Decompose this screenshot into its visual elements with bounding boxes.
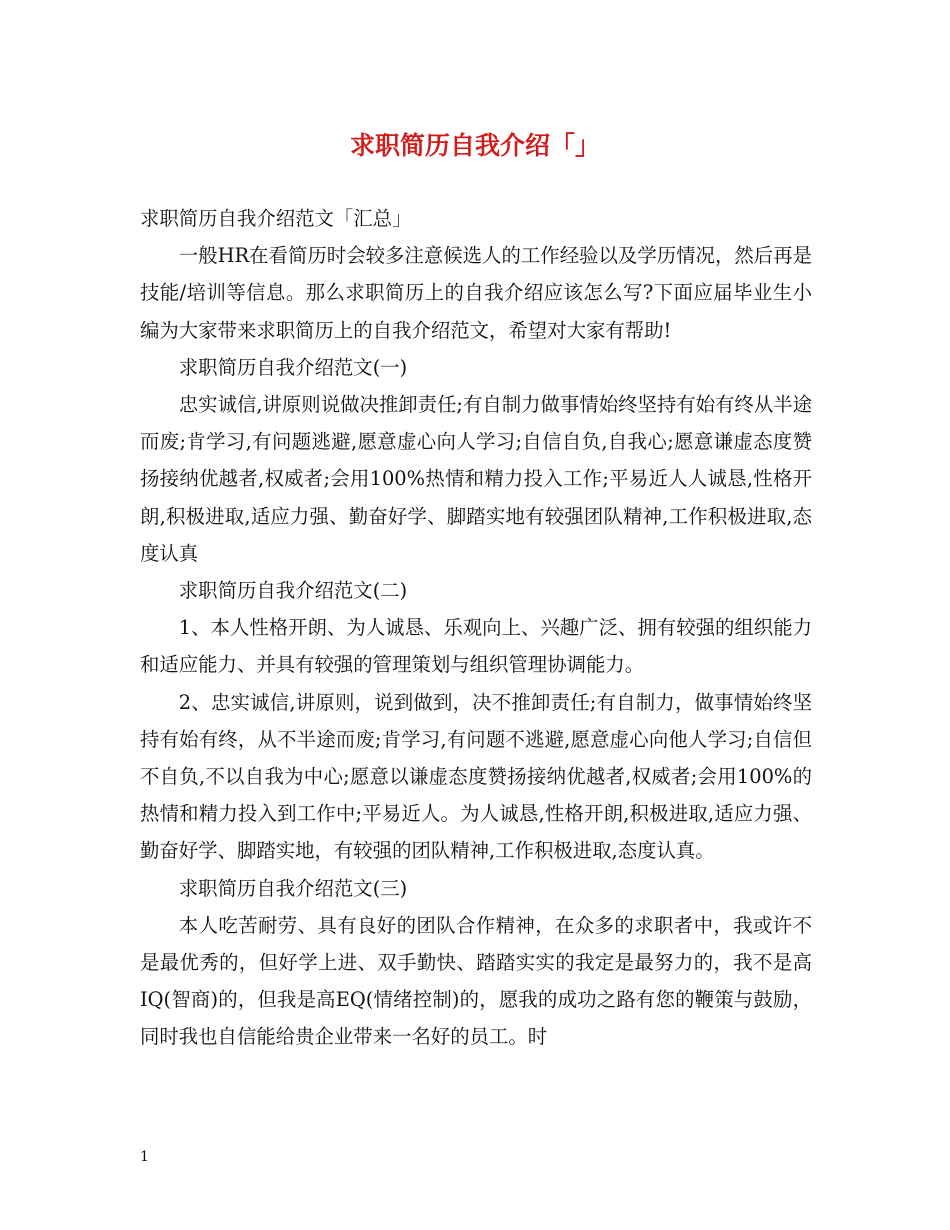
section-heading-2: 求职简历自我介绍范文(二) bbox=[178, 579, 408, 603]
section-heading-1: 求职简历自我介绍范文(一) bbox=[178, 355, 408, 379]
paragraph-sample-3: 本人吃苦耐劳、具有良好的团队合作精神，在众多的求职者中，我或许不是最优秀的，但好学上进、双手勤快、踏踏实实的我定是最努力的，我不是高IQ(智商)的，但我是高EQ(情绪控制)的，愿我的成功之路有您的鞭策与鼓励，同时我也自信能给贵企业带来一名好的员工。时 bbox=[140, 913, 812, 1049]
page-number: 1 bbox=[140, 1149, 149, 1165]
paragraph-sample-1: 忠实诚信,讲原则说做决推卸责任;有自制力做事情始终坚持有始有终从半途而废;肯学习,有问题逃避,愿意虚心向人学习;自信自负,自我心;愿意谦虚态度赞扬接纳优越者,权威者;会用100%热情和精力投入工作;平易近人人诚恳,性格开朗,积极进取,适应力强、勤奋好学、脚踏实地有较强团队精神,工作积极进取,态度认真 bbox=[140, 393, 812, 565]
paragraph-sample-2-item-1: 1、本人性格开朗、为人诚恳、乐观向上、兴趣广泛、拥有较强的组织能力和适应能力、并具有较强的管理策划与组织管理协调能力。 bbox=[140, 616, 812, 677]
document-subtitle: 求职简历自我介绍范文「汇总」 bbox=[140, 207, 412, 230]
document-body bbox=[140, 200, 812, 1056]
section-heading-3: 求职简历自我介绍范文(三) bbox=[178, 876, 408, 900]
paragraph-sample-2-item-2: 2、忠实诚信,讲原则，说到做到，决不推卸责任;有自制力，做事情始终坚持有始有终，从不半途而废;肯学习,有问题不逃避,愿意虚心向他人学习;自信但不自负,不以自我为中心;愿意以谦虚态度赞扬接纳优越者,权威者;会用100%的热情和精力投入到工作中;平易近人。为人诚恳,性格开朗,积极进取,适应力强、勤奋好学、脚踏实地，有较强的团队精神,工作积极进取,态度认真。 bbox=[140, 690, 812, 863]
paragraph-intro: 一般HR在看简历时会较多注意候选人的工作经验以及学历情况，然后再是技能/培训等信息。那么求职简历上的自我介绍应该怎么写?下面应届毕业生小编为大家带来求职简历上的自我介绍范文，希望对大家有帮助! bbox=[140, 244, 812, 342]
document-title: 求职简历自我介绍「」 bbox=[349, 131, 600, 160]
